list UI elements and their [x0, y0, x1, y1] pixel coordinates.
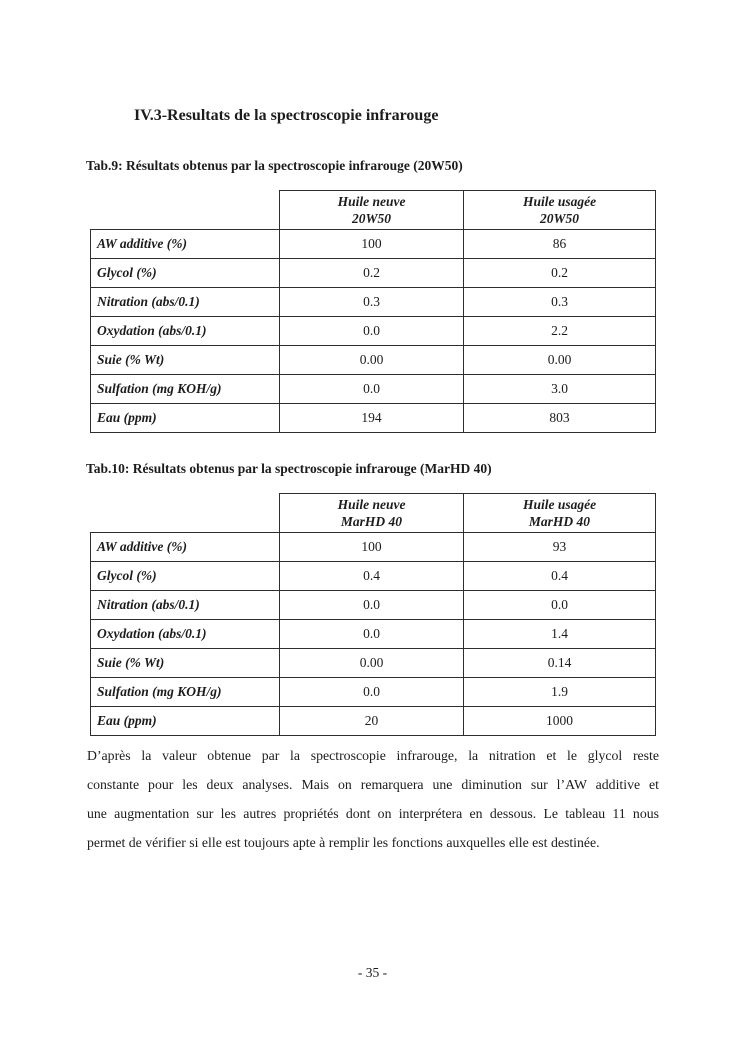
table-row	[91, 562, 656, 591]
row-label: Suie (% Wt)	[91, 649, 280, 678]
table-row	[91, 346, 656, 375]
value-neuve: 100	[280, 230, 464, 259]
table-row	[91, 620, 656, 649]
row-label: Nitration (abs/0.1)	[91, 288, 280, 317]
row-label: AW additive (%)	[91, 533, 280, 562]
value-neuve: 100	[280, 533, 464, 562]
row-label: Eau (ppm)	[91, 404, 280, 433]
row-label: Nitration (abs/0.1)	[91, 591, 280, 620]
column-header-line: Huile neuve	[337, 194, 406, 209]
value-neuve: 0.3	[280, 288, 464, 317]
table-row	[91, 230, 656, 259]
column-header-huile-neuve	[280, 494, 464, 533]
table-row	[91, 259, 656, 288]
row-label: Suie (% Wt)	[91, 346, 280, 375]
column-header-line: Huile neuve	[337, 497, 406, 512]
paragraph-line: permet de vérifier si elle est toujours apte à remplir les fonctions auxquelles elle est destinée.	[87, 835, 600, 850]
table-header-row	[91, 494, 656, 533]
table-row	[91, 533, 656, 562]
value-neuve: 0.0	[280, 375, 464, 404]
value-usagee: 0.0	[464, 591, 656, 620]
value-neuve: 0.2	[280, 259, 464, 288]
column-header-huile-usagee	[464, 191, 656, 230]
value-neuve: 0.00	[280, 649, 464, 678]
value-usagee: 1000	[464, 707, 656, 736]
value-neuve: 0.4	[280, 562, 464, 591]
row-label: Oxydation (abs/0.1)	[91, 317, 280, 346]
value-usagee: 803	[464, 404, 656, 433]
value-usagee: 1.9	[464, 678, 656, 707]
value-neuve: 0.0	[280, 317, 464, 346]
paragraph-line: D’après la valeur obtenue par la spectroscopie infrarouge, la nitration et le glycol reste	[87, 748, 659, 763]
column-header-line: MarHD 40	[528, 514, 591, 529]
table-row	[91, 649, 656, 678]
row-label: Oxydation (abs/0.1)	[91, 620, 280, 649]
table-row	[91, 288, 656, 317]
value-neuve: 0.0	[280, 678, 464, 707]
table-row	[91, 707, 656, 736]
value-usagee: 0.00	[464, 346, 656, 375]
value-usagee: 86	[464, 230, 656, 259]
corner-cell	[91, 191, 280, 230]
paragraph-line: une augmentation sur les autres propriétés dont on interprétera en dessous. Le tableau 11 nous	[87, 806, 659, 821]
row-label: Sulfation (mg KOH/g)	[91, 375, 280, 404]
column-header-line: MarHD 40	[340, 514, 403, 529]
table9-caption: Tab.9: Résultats obtenus par la spectroscopie infrarouge (20W50)	[86, 158, 463, 173]
value-usagee: 2.2	[464, 317, 656, 346]
value-neuve: 0.0	[280, 620, 464, 649]
column-header-huile-usagee	[464, 494, 656, 533]
section-heading: IV.3-Resultats de la spectroscopie infrarouge	[134, 107, 439, 124]
value-usagee: 0.14	[464, 649, 656, 678]
column-header-line: Huile usagée	[522, 194, 597, 209]
table10-caption: Tab.10: Résultats obtenus par la spectroscopie infrarouge (MarHD 40)	[86, 461, 492, 476]
paragraph-line: constante pour les deux analyses. Mais on remarquera une diminution sur l’AW additive et	[87, 777, 659, 792]
value-neuve: 0.00	[280, 346, 464, 375]
row-label: Sulfation (mg KOH/g)	[91, 678, 280, 707]
table-row	[91, 404, 656, 433]
value-usagee: 3.0	[464, 375, 656, 404]
table-20w50	[90, 190, 656, 433]
column-header-line: 20W50	[351, 211, 391, 226]
table-row	[91, 317, 656, 346]
column-header-huile-neuve	[280, 191, 464, 230]
value-usagee: 1.4	[464, 620, 656, 649]
page-number: - 35 -	[357, 965, 388, 980]
row-label: AW additive (%)	[91, 230, 280, 259]
corner-cell	[91, 494, 280, 533]
table-row	[91, 591, 656, 620]
value-neuve: 0.0	[280, 591, 464, 620]
value-usagee: 0.4	[464, 562, 656, 591]
column-header-line: Huile usagée	[522, 497, 597, 512]
table-header-row	[91, 191, 656, 230]
row-label: Glycol (%)	[91, 259, 280, 288]
table-row	[91, 678, 656, 707]
table-marhd40	[90, 493, 656, 736]
value-neuve: 194	[280, 404, 464, 433]
row-label: Glycol (%)	[91, 562, 280, 591]
value-usagee: 0.2	[464, 259, 656, 288]
value-neuve: 20	[280, 707, 464, 736]
table-row	[91, 375, 656, 404]
column-header-line: 20W50	[539, 211, 579, 226]
value-usagee: 0.3	[464, 288, 656, 317]
row-label: Eau (ppm)	[91, 707, 280, 736]
value-usagee: 93	[464, 533, 656, 562]
analysis-paragraph	[87, 741, 659, 857]
